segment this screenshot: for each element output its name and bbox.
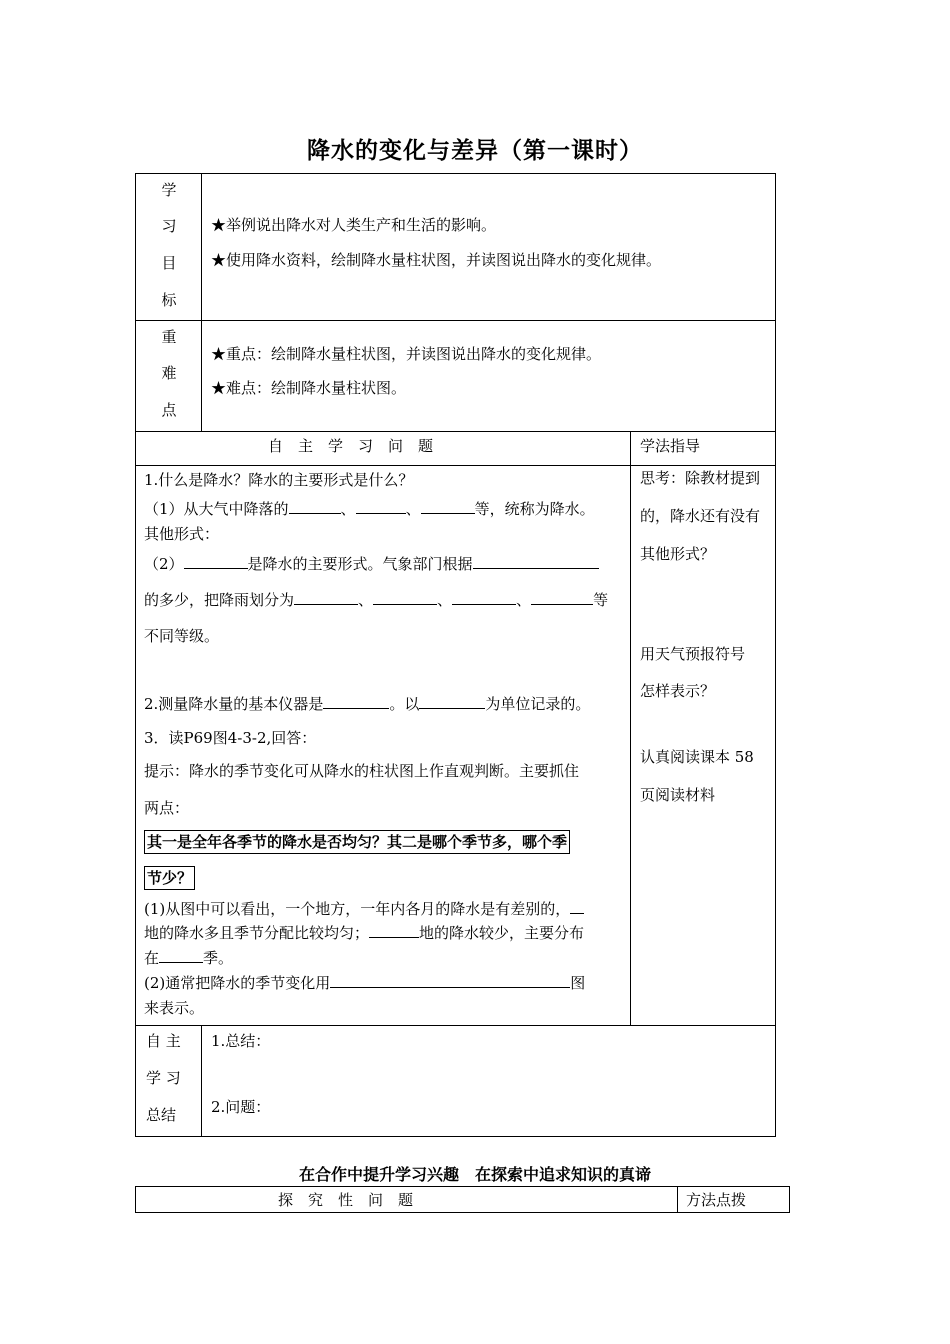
answer-1: [144, 899, 584, 919]
question-1-part-1: [144, 499, 595, 519]
keypoint-item: ★难点：绘制降水量柱状图。: [211, 379, 407, 397]
text: 、: [358, 591, 374, 609]
text: （1）从大气中降落的: [144, 500, 289, 518]
self-study-header: 自 主 学 习 问 题: [268, 437, 434, 455]
question-3: 3．读P69图4-3-2,回答：: [144, 729, 317, 747]
table-divider: [135, 431, 776, 432]
goals-label-char: 标: [161, 291, 177, 309]
guide-line: 页阅读材料: [640, 786, 716, 804]
guide-header: 学法指导: [640, 437, 701, 455]
blank: [330, 973, 570, 988]
hint-line: 提示：降水的季节变化可从降水的柱状图上作直观判断。主要抓住: [144, 762, 580, 780]
text: (1)从图中可以看出，一个地方，一年内各月的降水是有差别的，: [144, 900, 571, 918]
text: (2)通常把降水的季节变化用: [144, 974, 331, 992]
guide-line: 用天气预报符号: [640, 645, 746, 663]
answer-2: [144, 973, 585, 993]
question-1-part-2-cont: [144, 590, 608, 610]
table-border-right: [789, 1186, 790, 1213]
answer-1-end: [144, 948, 233, 968]
goal-item: ★举例说出降水对人类生产和生活的影响。: [211, 216, 497, 234]
blank: [184, 554, 248, 569]
text: 地的降水较少，主要分布: [419, 924, 585, 942]
blank: [294, 590, 358, 605]
text: 、: [437, 591, 453, 609]
blank: [570, 899, 584, 914]
goals-label-char: 习: [161, 217, 177, 235]
summary-item: 1.总结：: [211, 1032, 271, 1050]
guide-line: 怎样表示？: [640, 682, 716, 700]
text: 、: [340, 500, 356, 518]
text: 为单位记录的。: [485, 695, 591, 713]
table-divider: [201, 173, 202, 431]
text: 季。: [203, 949, 234, 967]
table-border-left: [135, 1186, 136, 1213]
question-1-grades: 不同等级。: [144, 627, 220, 645]
table-border-top: [135, 173, 776, 174]
method-header: 方法点拨: [686, 1191, 747, 1209]
table-divider: [135, 320, 776, 321]
guide-line: 认真阅读课本 58: [640, 748, 754, 766]
text: 、: [516, 591, 532, 609]
keypoints-label-char: 点: [161, 401, 177, 419]
blank: [159, 948, 203, 963]
summary-label: 总结: [146, 1106, 177, 1124]
table-divider: [630, 431, 631, 1025]
blank: [531, 590, 593, 605]
text: 地的降水多且季节分配比较均匀；: [144, 924, 370, 942]
keypoints-label-char: 重: [161, 328, 177, 346]
table-border-bottom: [135, 1136, 776, 1137]
guide-line: 思考：除教材提到: [640, 469, 761, 487]
table-border-left: [135, 173, 136, 1137]
blank: [421, 499, 475, 514]
answer-2-end: 来表示。: [144, 999, 205, 1017]
goals-label-char: 目: [161, 254, 177, 272]
text: 、: [405, 500, 421, 518]
summary-item: 2.问题：: [211, 1098, 271, 1116]
text: 2.测量降水量的基本仪器是: [144, 695, 324, 713]
blank: [369, 923, 419, 938]
explore-header: 探 究 性 问 题: [278, 1191, 414, 1209]
text: 。以: [389, 695, 420, 713]
table-border-right: [775, 173, 776, 1137]
text: 的多少，把降雨划分为: [144, 591, 295, 609]
table-border-bottom: [135, 1212, 790, 1213]
text: 是降水的主要形式。气象部门根据: [247, 555, 473, 573]
text: 图: [570, 974, 586, 992]
boxed-key-question: 节少？: [144, 866, 195, 890]
summary-label: 学 习: [146, 1069, 181, 1087]
question-1-part-2: [144, 554, 599, 574]
blank: [356, 499, 406, 514]
summary-label: 自 主: [146, 1032, 181, 1050]
section-subtitle: 在合作中提升学习兴趣 在探索中追求知识的真谛: [298, 1165, 651, 1184]
blank: [452, 590, 516, 605]
guide-line: 的，降水还有没有: [640, 507, 761, 525]
table-divider: [677, 1186, 678, 1213]
guide-line: 其他形式？: [640, 545, 716, 563]
keypoint-item: ★重点：绘制降水量柱状图，并读图说出降水的变化规律。: [211, 345, 602, 363]
boxed-key-question: 其一是全年各季节的降水是否均匀？其二是哪个季节多，哪个季: [144, 830, 570, 854]
goal-item: ★使用降水资料，绘制降水量柱状图，并读图说出降水的变化规律。: [211, 251, 662, 269]
goals-label-char: 学: [161, 181, 177, 199]
question-1: 1.什么是降水？降水的主要形式是什么？: [144, 471, 414, 489]
text: 在: [144, 949, 160, 967]
table-border-top: [135, 1186, 790, 1187]
blank: [373, 590, 437, 605]
table-divider: [135, 1025, 776, 1026]
text: 等: [593, 591, 609, 609]
question-2: [144, 694, 590, 714]
blank: [473, 554, 599, 569]
page-title: 降水的变化与差异（第一课时）: [307, 138, 643, 164]
blank: [289, 499, 341, 514]
hint-line: 两点：: [144, 799, 190, 817]
blank: [323, 694, 389, 709]
text: 等，统称为降水。: [474, 500, 595, 518]
table-divider: [135, 465, 776, 466]
blank: [419, 694, 485, 709]
question-1-other: 其他形式：: [144, 525, 220, 543]
text: （2）: [144, 555, 184, 573]
keypoints-label-char: 难: [161, 364, 177, 382]
table-divider: [201, 1025, 202, 1136]
answer-1-cont: [144, 923, 584, 943]
